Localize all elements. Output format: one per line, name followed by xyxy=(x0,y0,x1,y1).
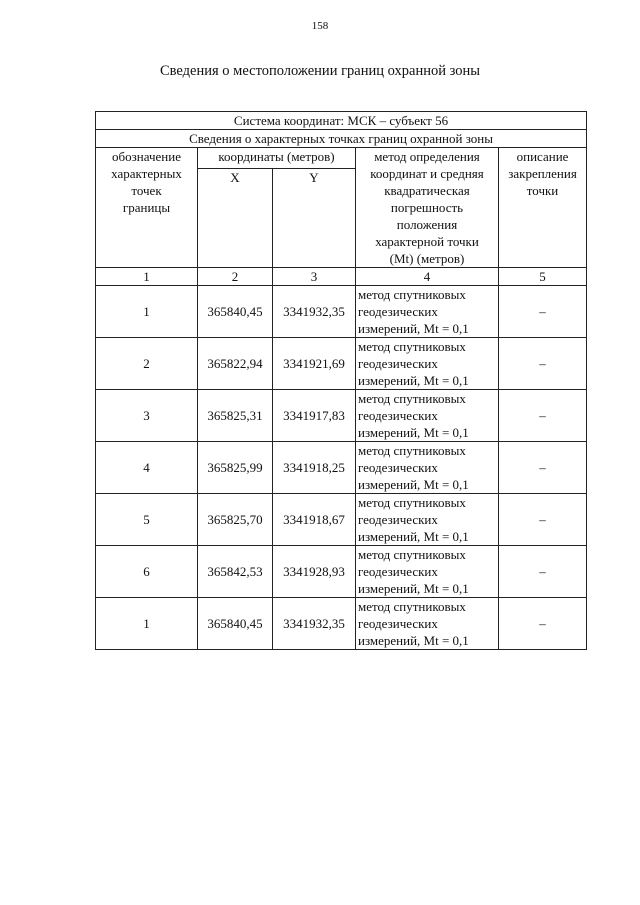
points-info-row xyxy=(96,130,587,148)
column-number: 4 xyxy=(356,268,499,286)
x-cell: 365822,94 xyxy=(198,338,273,390)
coordinates-header: координаты (метров) xyxy=(198,148,356,169)
point-cell: 6 xyxy=(96,546,198,598)
description-header-line: точки xyxy=(526,183,559,198)
method-line: метод спутниковых xyxy=(358,495,466,510)
method-line: измерений, Mt = 0,1 xyxy=(358,529,469,544)
method-header-line: характерной точки xyxy=(375,234,479,249)
y-cell: 3341921,69 xyxy=(273,338,356,390)
method-cell xyxy=(356,442,499,494)
y-cell: 3341928,93 xyxy=(273,546,356,598)
method-line: геодезических xyxy=(358,304,438,319)
table-row xyxy=(96,494,587,546)
description-cell: – xyxy=(499,442,587,494)
point-cell: 3 xyxy=(96,390,198,442)
method-line: геодезических xyxy=(358,356,438,371)
description-cell: – xyxy=(499,546,587,598)
method-header-line: метод определения xyxy=(374,149,480,164)
method-line: измерений, Mt = 0,1 xyxy=(358,425,469,440)
method-header-line: погрешность xyxy=(390,200,464,215)
description-cell: – xyxy=(499,286,587,338)
method-header xyxy=(356,148,499,268)
method-line: метод спутниковых xyxy=(358,287,466,302)
y-header: Y xyxy=(273,169,356,268)
column-number: 1 xyxy=(96,268,198,286)
point-cell: 5 xyxy=(96,494,198,546)
table-row xyxy=(96,598,587,650)
method-cell xyxy=(356,598,499,650)
designation-header xyxy=(96,148,198,268)
method-line: измерений, Mt = 0,1 xyxy=(358,321,469,336)
x-cell: 365840,45 xyxy=(198,598,273,650)
method-line: метод спутниковых xyxy=(358,391,466,406)
point-cell: 4 xyxy=(96,442,198,494)
description-cell: – xyxy=(499,338,587,390)
x-cell: 365825,31 xyxy=(198,390,273,442)
description-cell: – xyxy=(499,598,587,650)
designation-header-line: обозначение xyxy=(112,149,181,164)
method-line: измерений, Mt = 0,1 xyxy=(358,477,469,492)
method-cell xyxy=(356,546,499,598)
y-cell: 3341918,25 xyxy=(273,442,356,494)
y-cell: 3341932,35 xyxy=(273,286,356,338)
y-cell: 3341918,67 xyxy=(273,494,356,546)
x-cell: 365825,70 xyxy=(198,494,273,546)
designation-header-line: характерных xyxy=(111,166,182,181)
page-number: 158 xyxy=(311,20,329,32)
y-cell: 3341932,35 xyxy=(273,598,356,650)
column-numbers-row xyxy=(96,268,587,286)
method-cell xyxy=(356,390,499,442)
point-cell: 2 xyxy=(96,338,198,390)
method-cell xyxy=(356,494,499,546)
description-cell: – xyxy=(499,494,587,546)
method-line: измерений, Mt = 0,1 xyxy=(358,373,469,388)
method-header-line: положения xyxy=(396,217,458,232)
column-number: 3 xyxy=(273,268,356,286)
column-number: 2 xyxy=(198,268,273,286)
x-cell: 365840,45 xyxy=(198,286,273,338)
method-cell xyxy=(356,286,499,338)
table-row xyxy=(96,390,587,442)
designation-header-line: границы xyxy=(122,200,171,215)
method-header-line: (Mt) (метров) xyxy=(389,251,465,266)
y-cell: 3341917,83 xyxy=(273,390,356,442)
method-header-line: квадратическая xyxy=(384,183,470,198)
description-cell: – xyxy=(499,390,587,442)
designation-header-line: точек xyxy=(131,183,162,198)
header-row-1 xyxy=(96,148,587,169)
description-header xyxy=(499,148,587,268)
column-number: 5 xyxy=(499,268,587,286)
x-cell: 365825,99 xyxy=(198,442,273,494)
method-line: метод спутниковых xyxy=(358,547,466,562)
method-line: геодезических xyxy=(358,616,438,631)
boundary-points-table xyxy=(95,111,587,650)
method-line: метод спутниковых xyxy=(358,599,466,614)
method-line: геодезических xyxy=(358,408,438,423)
method-header-line: координат и средняя xyxy=(370,166,484,181)
method-line: геодезических xyxy=(358,460,438,475)
method-cell xyxy=(356,338,499,390)
coordinate-system-cell: Система координат: МСК – субъект 56 xyxy=(96,112,587,130)
method-line: измерений, Mt = 0,1 xyxy=(358,633,469,648)
description-header-line: описание xyxy=(516,149,569,164)
description-header-line: закрепления xyxy=(508,166,577,181)
table-row xyxy=(96,442,587,494)
table-row xyxy=(96,338,587,390)
document-title: Сведения о местоположении границ охранной зоны xyxy=(159,63,480,79)
point-cell: 1 xyxy=(96,286,198,338)
x-cell: 365842,53 xyxy=(198,546,273,598)
table-row xyxy=(96,546,587,598)
method-line: геодезических xyxy=(358,512,438,527)
coordinate-system-row xyxy=(96,112,587,130)
table-row xyxy=(96,286,587,338)
x-header: X xyxy=(198,169,273,268)
method-line: метод спутниковых xyxy=(358,443,466,458)
method-line: геодезических xyxy=(358,564,438,579)
method-line: измерений, Mt = 0,1 xyxy=(358,581,469,596)
method-line: метод спутниковых xyxy=(358,339,466,354)
point-cell: 1 xyxy=(96,598,198,650)
points-info-cell: Сведения о характерных точках границ охранной зоны xyxy=(96,130,587,148)
